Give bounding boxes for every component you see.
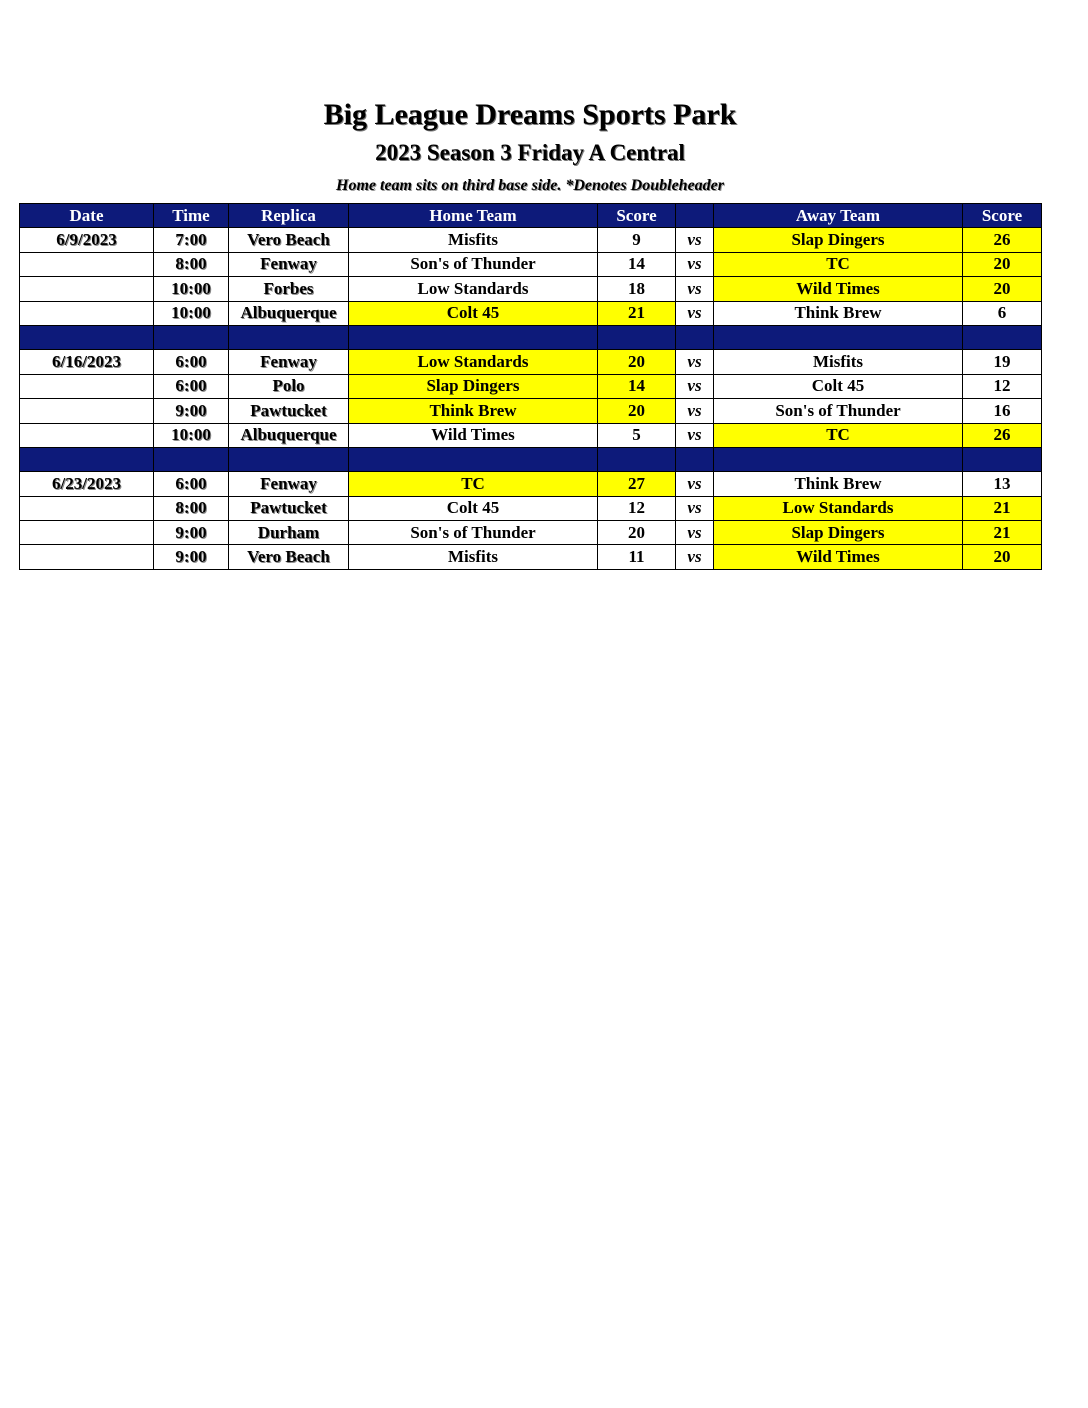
time-cell: 10:00 — [154, 301, 229, 325]
header-replica: Replica — [229, 204, 349, 228]
time-cell: 10:00 — [154, 277, 229, 301]
away-score-cell: 12 — [963, 374, 1042, 398]
game-row — [20, 277, 1042, 301]
time-cell: 6:00 — [154, 350, 229, 374]
header-time: Time — [154, 204, 229, 228]
away-score-cell: 19 — [963, 350, 1042, 374]
home-team-cell: Low Standards — [349, 350, 598, 374]
separator-cell — [229, 325, 349, 349]
separator-cell — [154, 447, 229, 471]
date-cell: 6/16/2023 — [20, 350, 154, 374]
game-row — [20, 545, 1042, 569]
away-team-cell: TC — [714, 423, 963, 447]
replica-cell: Vero Beach — [229, 228, 349, 252]
vs-cell: vs — [676, 496, 714, 520]
date-cell — [20, 545, 154, 569]
week-separator-row — [20, 325, 1042, 349]
home-score-cell: 18 — [598, 277, 676, 301]
date-cell — [20, 399, 154, 423]
time-cell: 9:00 — [154, 545, 229, 569]
date-cell — [20, 496, 154, 520]
game-row — [20, 472, 1042, 496]
replica-cell: Albuquerque — [229, 301, 349, 325]
home-team-cell: Misfits — [349, 228, 598, 252]
separator-cell — [349, 325, 598, 349]
date-cell — [20, 252, 154, 276]
separator-cell — [20, 447, 154, 471]
home-score-cell: 5 — [598, 423, 676, 447]
header-vs — [676, 204, 714, 228]
home-score-cell: 20 — [598, 399, 676, 423]
home-team-cell: Slap Dingers — [349, 374, 598, 398]
time-cell: 6:00 — [154, 472, 229, 496]
away-team-cell: Son's of Thunder — [714, 399, 963, 423]
replica-cell: Fenway — [229, 350, 349, 374]
home-score-cell: 9 — [598, 228, 676, 252]
game-row — [20, 350, 1042, 374]
vs-cell: vs — [676, 277, 714, 301]
separator-cell — [714, 447, 963, 471]
away-team-cell: Think Brew — [714, 301, 963, 325]
separator-cell — [676, 325, 714, 349]
away-team-cell: TC — [714, 252, 963, 276]
home-team-cell: Colt 45 — [349, 496, 598, 520]
home-team-cell: Misfits — [349, 545, 598, 569]
away-team-cell: Think Brew — [714, 472, 963, 496]
home-team-cell: Colt 45 — [349, 301, 598, 325]
replica-cell: Fenway — [229, 472, 349, 496]
home-team-cell: Son's of Thunder — [349, 252, 598, 276]
separator-cell — [598, 325, 676, 349]
date-cell — [20, 301, 154, 325]
header-home-score: Score — [598, 204, 676, 228]
page-title: Big League Dreams Sports Park — [323, 98, 737, 131]
header-away-team: Away Team — [714, 204, 963, 228]
away-score-cell: 6 — [963, 301, 1042, 325]
vs-cell: vs — [676, 423, 714, 447]
vs-cell: vs — [676, 545, 714, 569]
away-score-cell: 21 — [963, 496, 1042, 520]
vs-cell: vs — [676, 399, 714, 423]
schedule-body — [20, 228, 1042, 569]
date-cell — [20, 374, 154, 398]
vs-cell: vs — [676, 374, 714, 398]
week-separator-row — [20, 447, 1042, 471]
game-row — [20, 301, 1042, 325]
game-row — [20, 374, 1042, 398]
vs-cell: vs — [676, 252, 714, 276]
replica-cell: Forbes — [229, 277, 349, 301]
date-cell: 6/9/2023 — [20, 228, 154, 252]
away-team-cell: Slap Dingers — [714, 521, 963, 545]
header-home-team: Home Team — [349, 204, 598, 228]
time-cell: 6:00 — [154, 374, 229, 398]
home-score-cell: 20 — [598, 350, 676, 374]
replica-cell: Pawtucket — [229, 496, 349, 520]
header-date: Date — [20, 204, 154, 228]
home-score-cell: 21 — [598, 301, 676, 325]
page-subtitle: 2023 Season 3 Friday A Central — [375, 140, 685, 165]
home-score-cell: 14 — [598, 374, 676, 398]
home-score-cell: 11 — [598, 545, 676, 569]
separator-cell — [963, 325, 1042, 349]
game-row — [20, 496, 1042, 520]
home-team-cell: Son's of Thunder — [349, 521, 598, 545]
game-row — [20, 252, 1042, 276]
away-team-cell: Low Standards — [714, 496, 963, 520]
separator-cell — [963, 447, 1042, 471]
game-row — [20, 228, 1042, 252]
away-score-cell: 21 — [963, 521, 1042, 545]
separator-cell — [229, 447, 349, 471]
replica-cell: Albuquerque — [229, 423, 349, 447]
date-cell — [20, 521, 154, 545]
time-cell: 10:00 — [154, 423, 229, 447]
date-cell: 6/23/2023 — [20, 472, 154, 496]
vs-cell: vs — [676, 228, 714, 252]
header-away-score: Score — [963, 204, 1042, 228]
replica-cell: Fenway — [229, 252, 349, 276]
separator-cell — [676, 447, 714, 471]
away-team-cell: Wild Times — [714, 277, 963, 301]
home-team-cell: TC — [349, 472, 598, 496]
home-score-cell: 14 — [598, 252, 676, 276]
away-team-cell: Wild Times — [714, 545, 963, 569]
time-cell: 9:00 — [154, 521, 229, 545]
away-team-cell: Misfits — [714, 350, 963, 374]
time-cell: 9:00 — [154, 399, 229, 423]
away-score-cell: 13 — [963, 472, 1042, 496]
home-score-cell: 12 — [598, 496, 676, 520]
time-cell: 7:00 — [154, 228, 229, 252]
date-cell — [20, 423, 154, 447]
away-score-cell: 26 — [963, 423, 1042, 447]
separator-cell — [20, 325, 154, 349]
home-team-cell: Think Brew — [349, 399, 598, 423]
schedule-table — [19, 203, 1042, 570]
replica-cell: Polo — [229, 374, 349, 398]
game-row — [20, 399, 1042, 423]
vs-cell: vs — [676, 472, 714, 496]
date-cell — [20, 277, 154, 301]
time-cell: 8:00 — [154, 496, 229, 520]
game-row — [20, 521, 1042, 545]
home-team-cell: Low Standards — [349, 277, 598, 301]
away-score-cell: 20 — [963, 277, 1042, 301]
replica-cell: Pawtucket — [229, 399, 349, 423]
separator-cell — [714, 325, 963, 349]
vs-cell: vs — [676, 350, 714, 374]
header-row — [20, 204, 1042, 228]
home-score-cell: 27 — [598, 472, 676, 496]
away-score-cell: 16 — [963, 399, 1042, 423]
replica-cell: Vero Beach — [229, 545, 349, 569]
away-score-cell: 20 — [963, 252, 1042, 276]
away-team-cell: Colt 45 — [714, 374, 963, 398]
home-team-cell: Wild Times — [349, 423, 598, 447]
home-score-cell: 20 — [598, 521, 676, 545]
replica-cell: Durham — [229, 521, 349, 545]
vs-cell: vs — [676, 521, 714, 545]
away-team-cell: Slap Dingers — [714, 228, 963, 252]
separator-cell — [598, 447, 676, 471]
away-score-cell: 20 — [963, 545, 1042, 569]
separator-cell — [349, 447, 598, 471]
time-cell: 8:00 — [154, 252, 229, 276]
game-row — [20, 423, 1042, 447]
away-score-cell: 26 — [963, 228, 1042, 252]
schedule-note: Home team sits on third base side. *Denotes Doubleheader — [336, 177, 724, 194]
separator-cell — [154, 325, 229, 349]
vs-cell: vs — [676, 301, 714, 325]
